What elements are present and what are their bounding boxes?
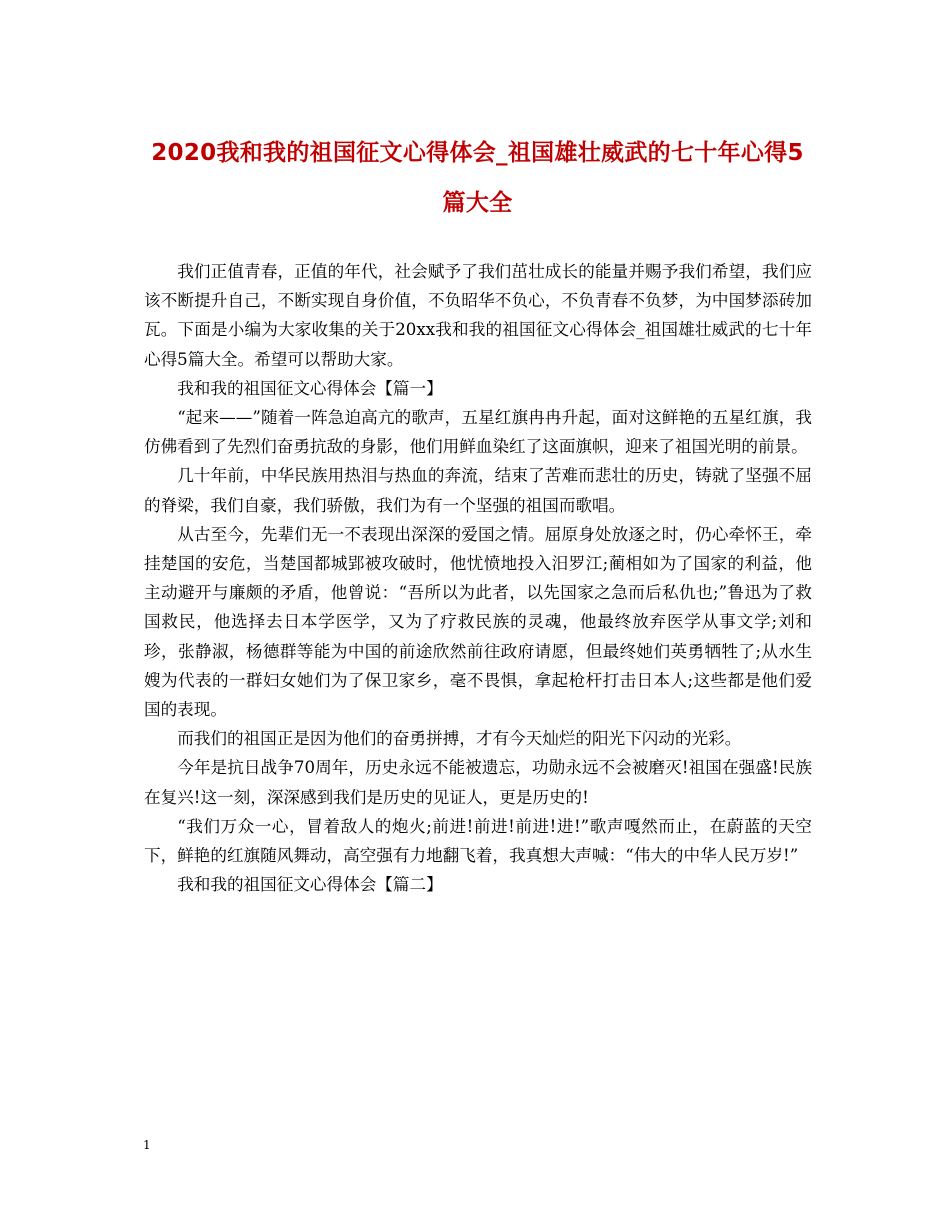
body-paragraph: “起来——”随着一阵急迫高亢的歌声，五星红旗冉冉升起，面对这鲜艳的五星红旗，我仿佛看到了先烈们奋勇抗敌的身影，他们用鲜血染红了这面旗帜，迎来了祖国光明的前景。 xyxy=(144,408,812,457)
section-heading-2: 我和我的祖国征文心得体会【篇二】 xyxy=(177,875,443,895)
document-body xyxy=(144,257,812,899)
body-paragraph: 今年是抗日战争70周年，历史永远不能被遗忘，功勋永远不会被磨灭!祖国在强盛!民族在复兴!这一刻，深深感到我们是历史的见证人，更是历史的! xyxy=(144,758,812,807)
page-number: 1 xyxy=(143,1138,151,1152)
body-paragraph: 从古至今，先辈们无一不表现出深深的爱国之情。屈原身处放逐之时，仍心牵怀王，牵挂楚国的安危，当楚国都城郢被攻破时，他忧愤地投入汨罗江;蔺相如为了国家的利益，他主动避开与廉颇的矛盾，他曾说：“吾所以为此者，以先国家之急而后私仇也;”鲁迅为了救国救民，他选择去日本学医学，又为了疗救民族的灵魂，他最终放弃医学从事文学;刘和珍，张静淑，杨德群等能为中国的前途欣然前往政府请愿，但最终她们英勇牺牲了;从水生嫂为代表的一群妇女她们为了保卫家乡，毫不畏惧，拿起枪杆打击日本人;这些都是他们爱国的表现。 xyxy=(144,524,812,720)
document-title: 2020我和我的祖国征文心得体会_祖国雄壮威武的七十年心得5篇大全 xyxy=(151,140,804,216)
body-paragraph: 几十年前，中华民族用热泪与热血的奔流，结束了苦难而悲壮的历史，铸就了坚强不屈的脊梁，我们自豪，我们骄傲，我们为有一个坚强的祖国而歌唱。 xyxy=(144,466,812,515)
intro-paragraph: 我们正值青春，正值的年代，社会赋予了我们茁壮成长的能量并赐予我们希望，我们应该不断提升自己，不断实现自身价值，不负昭华不负心，不负青春不负梦，为中国梦添砖加瓦。下面是小编为大家收集的关于20xx我和我的祖国征文心得体会_祖国雄壮威武的七十年心得5篇大全。希望可以帮助大家。 xyxy=(144,262,812,369)
body-paragraph: 而我们的祖国正是因为他们的奋勇拼搏，才有今天灿烂的阳光下闪动的光彩。 xyxy=(177,729,742,749)
section-heading-1: 我和我的祖国征文心得体会【篇一】 xyxy=(177,378,443,398)
body-paragraph: “我们万众一心，冒着敌人的炮火;前进!前进!前进!进!”歌声嘎然而止，在蔚蓝的天空下，鲜艳的红旗随风舞动，高空强有力地翻飞着，我真想大声喊：“伟大的中华人民万岁!” xyxy=(144,816,812,866)
